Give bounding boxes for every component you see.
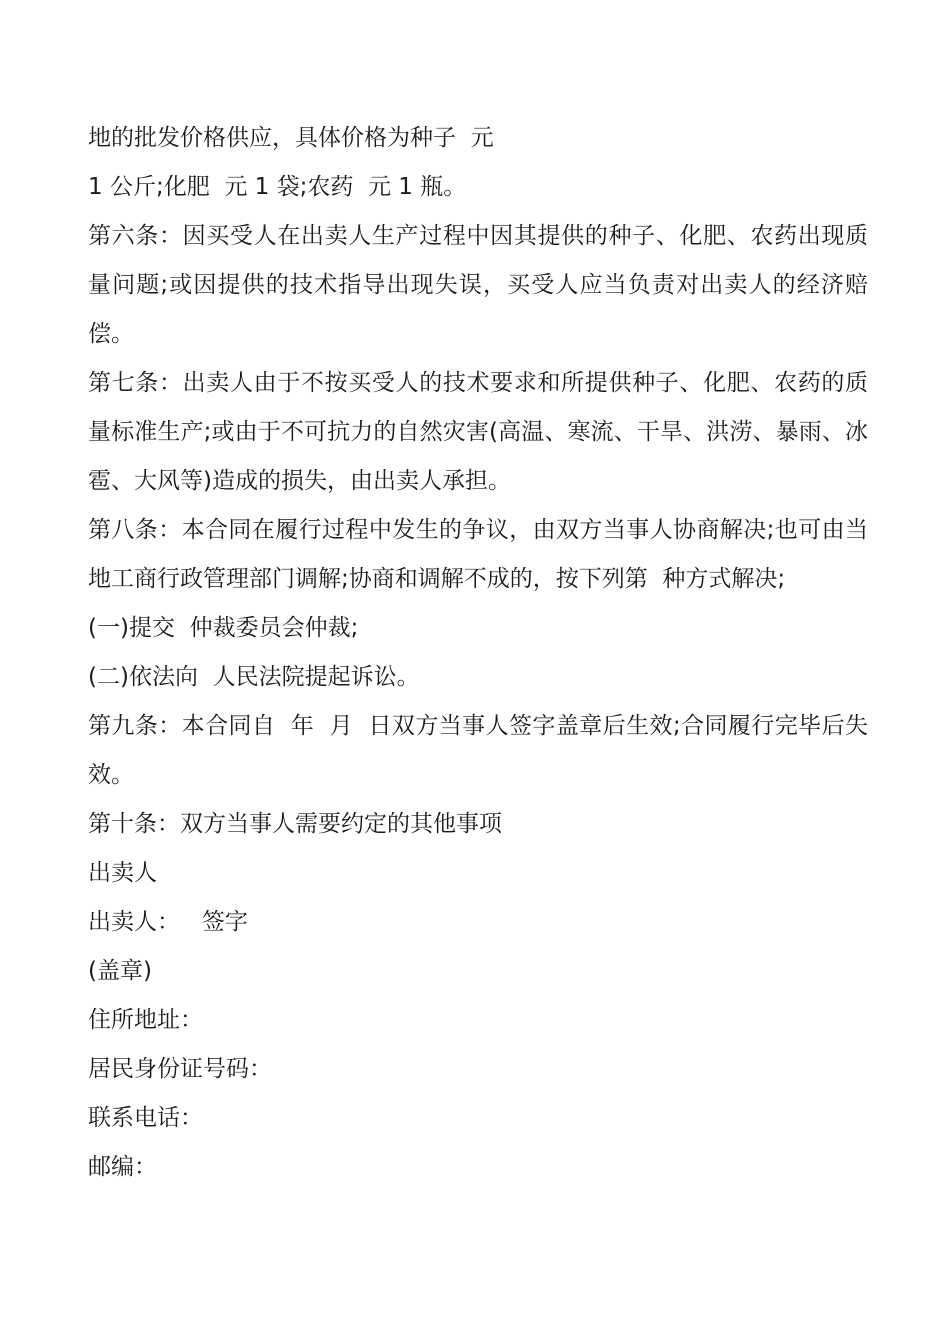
seller-heading: 出卖人	[88, 860, 157, 886]
paragraph-article-7: 第七条：出卖人由于不按买受人的技术要求和所提供种子、化肥、农药的质量标准生产;或由于不可抗力的自然灾害(高温、寒流、干旱、洪涝、暴雨、冰雹、大风等)造成的损失，由出卖人承担。	[88, 370, 868, 494]
postcode-line: 邮编：	[88, 1154, 157, 1180]
paragraph-article-8: 第八条：本合同在履行过程中发生的争议，由双方当事人协商解决;也可由当地工商行政管理部门调解;协商和调解不成的，按下列第 种方式解决;	[88, 517, 868, 592]
paragraph-article-10: 第十条：双方当事人需要约定的其他事项	[88, 811, 502, 837]
paragraph-litigation-option: (二)依法向 人民法院提起诉讼。	[88, 664, 420, 690]
seal-line: (盖章)	[88, 958, 152, 984]
paragraph-article-9: 第九条：本合同自 年 月 日双方当事人签字盖章后生效;合同履行完毕后失效。	[88, 713, 868, 788]
paragraph-article-6: 第六条：因买受人在出卖人生产过程中因其提供的种子、化肥、农药出现质量问题;或因提供的技术指导出现失误，买受人应当负责对出卖人的经济赔偿。	[88, 223, 868, 347]
paragraph-arbitration-option: (一)提交 仲裁委员会仲裁;	[88, 615, 359, 641]
paragraph-price-details: 1 公斤;化肥 元 1 袋;农药 元 1 瓶。	[88, 174, 467, 200]
id-number-line: 居民身份证号码：	[88, 1056, 272, 1082]
paragraph-price-intro: 地的批发价格供应，具体价格为种子 元	[88, 125, 494, 151]
contract-body	[88, 114, 868, 1192]
phone-line: 联系电话：	[88, 1105, 203, 1131]
address-line: 住所地址：	[88, 1007, 203, 1033]
seller-signature-line: 出卖人： 签字	[88, 909, 248, 935]
